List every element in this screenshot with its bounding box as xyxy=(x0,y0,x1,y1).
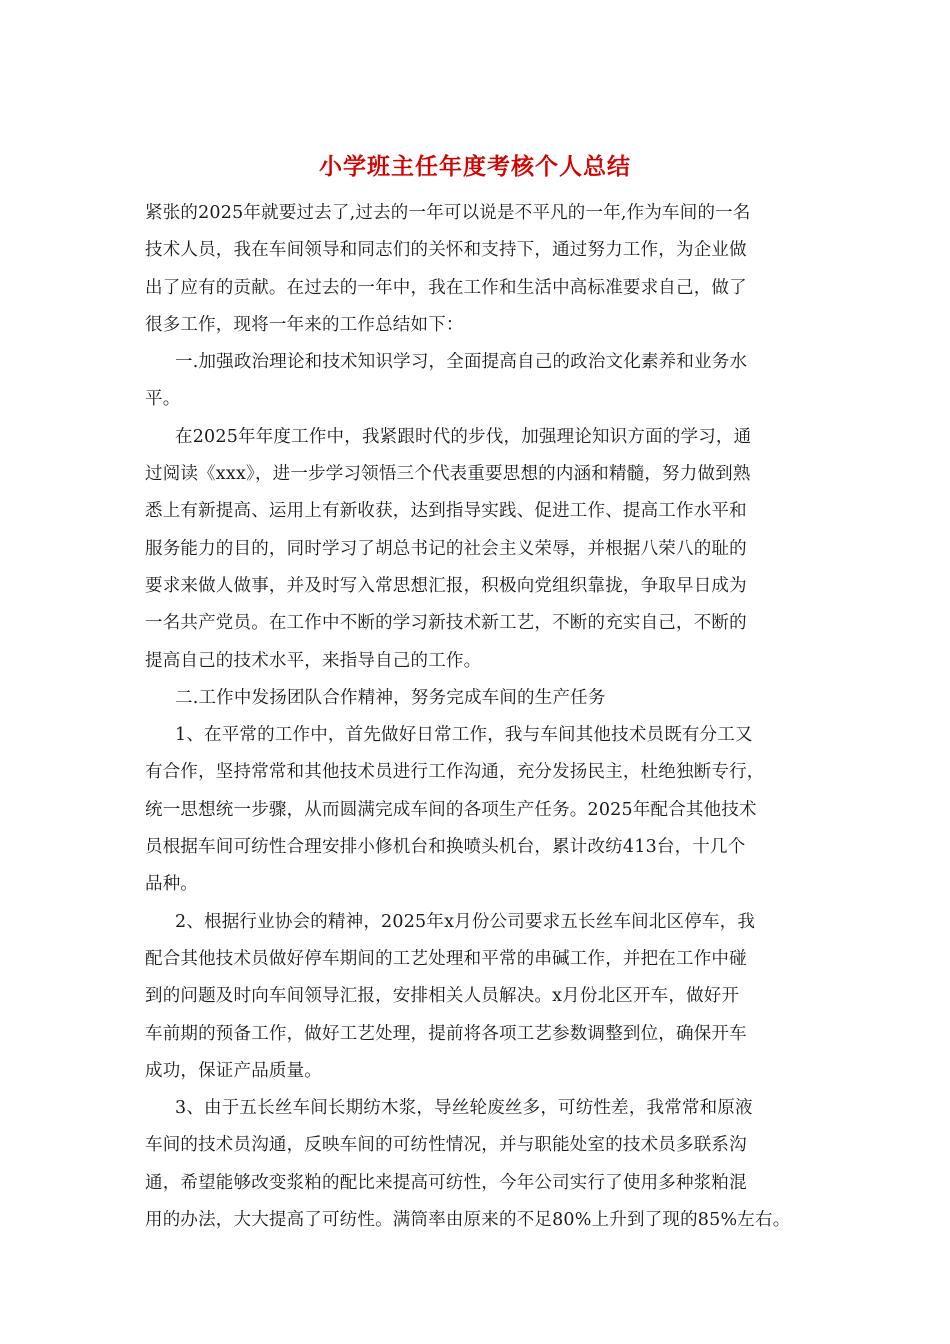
paragraph-line: 通，希望能够改变浆粕的配比来提高可纺性，今年公司实行了使用多种浆粕混 xyxy=(145,1172,747,1193)
section-heading-line: 一.加强政治理论和技术知识学习，全面提高自己的政治文化素养和业务水 xyxy=(175,352,748,373)
paragraph-line: 过阅读《xxx》，进一步学习领悟三个代表重要思想的内涵和精髓，努力做到熟 xyxy=(145,464,751,485)
paragraph-line: 很多工作，现将一年来的工作总结如下： xyxy=(145,314,464,335)
paragraph-line: 出了应有的贡献。在过去的一年中，我在工作和生活中高标准要求自己，做了 xyxy=(145,277,747,298)
paragraph-line: 3、由于五长丝车间长期纺木浆，导丝轮废丝多，可纺性差，我常常和原液 xyxy=(175,1098,753,1119)
paragraph-line: 2、根据行业协会的精神，2025年x月份公司要求五长丝车间北区停车，我 xyxy=(175,911,756,932)
paragraph-line: 车前期的预备工作，做好工艺处理，提前将各项工艺参数调整到位，确保开车 xyxy=(145,1023,747,1044)
document-body xyxy=(145,195,825,1239)
paragraph-line: 员根据车间可纺性合理安排小修机台和换喷头机台，累计改纺413台，十几个 xyxy=(145,837,746,858)
paragraph-line: 1、在平常的工作中，首先做好日常工作，我与车间其他技术员既有分工又 xyxy=(175,725,753,746)
paragraph-line: 用的办法，大大提高了可纺性。满筒率由原来的不足80%上升到了现的85%左右。 xyxy=(145,1210,791,1231)
paragraph-line: 车间的技术员沟通，反映车间的可纺性情况，并与职能处室的技术员多联系沟 xyxy=(145,1135,747,1156)
paragraph-line: 紧张的2025年就要过去了,过去的一年可以说是不平凡的一年,作为车间的一名 xyxy=(145,203,751,223)
paragraph-line: 要求来做人做事，并及时写入常思想汇报，积极向党组织靠拢，争取早日成为 xyxy=(145,575,747,596)
paragraph-line: 服务能力的目的，同时学习了胡总书记的社会主义荣辱，并根据八荣八的耻的 xyxy=(145,538,747,559)
section-heading-line: 二.工作中发扬团队合作精神，努务完成车间的生产任务 xyxy=(175,687,606,708)
paragraph-line: 配合其他技术员做好停车期间的工艺处理和平常的串碱工作，并把在工作中碰 xyxy=(145,948,747,969)
paragraph-line: 在2025年年度工作中，我紧跟时代的步伐，加强理论知识方面的学习，通 xyxy=(175,426,752,447)
paragraph-line: 一名共产党员。在工作中不断的学习新技术新工艺，不断的充实自己，不断的 xyxy=(145,613,747,634)
paragraph-line: 技术人员，我在车间领导和同志们的关怀和支持下，通过努力工作，为企业做 xyxy=(145,240,747,261)
paragraph-line: 成功，保证产品质量。 xyxy=(145,1060,322,1081)
paragraph-line: 品种。 xyxy=(145,874,199,895)
paragraph-line: 提高自己的技术水平，来指导自己的工作。 xyxy=(145,650,482,671)
paragraph-line: 到的问题及时向车间领导汇报，安排相关人员解决。x月份北区开车，做好开 xyxy=(145,986,740,1007)
document-title: 小学班主任年度考核个人总结 xyxy=(319,153,631,180)
paragraph-line: 统一思想统一步骤，从而圆满完成车间的各项生产任务。2025年配合其他技术 xyxy=(145,799,757,820)
paragraph-line: 有合作，坚持常常和其他技术员进行工作沟通，充分发扬民主，杜绝独断专行， xyxy=(145,762,765,783)
paragraph-line: 悉上有新提高、运用上有新收获，达到指导实践、促进工作、提高工作水平和 xyxy=(145,501,747,522)
section-heading-line: 平。 xyxy=(145,389,181,410)
